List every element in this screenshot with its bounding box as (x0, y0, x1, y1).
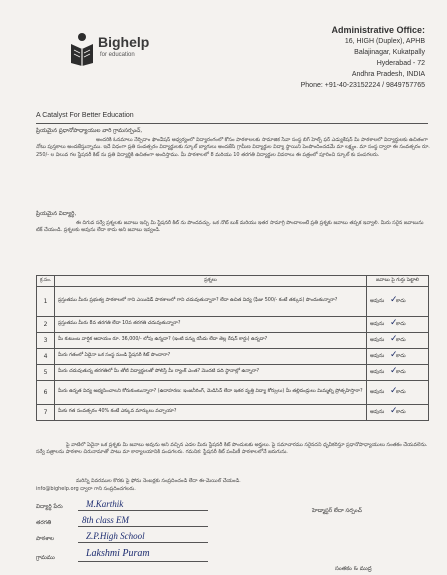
yes-option[interactable]: అవును (370, 321, 385, 327)
village-label: గ్రామము (36, 555, 55, 561)
headmaster-signature-label: హెడ్మాస్టర్ లేదా సర్పంచ్ (312, 508, 362, 514)
row-number: 6 (37, 381, 55, 405)
office-line: Balajinagar, Kukatpally (354, 49, 425, 56)
eligibility-paragraph: పై వాటిలో ఏదైనా ఒక ప్రశ్నకు మీ జవాబు అవును అని వచ్చిన ఎడల మీరు స్టేషనరీ కిట్ పొందుటకు అర్హులు. పై సమాచారము సరైనదని ధృవీకరిస్తూ ప్రధానోపాధ్యాయులు సంతకం చేయవలెను. సర్వే పత్రాలను పాఠశాల చిరునామాతో పాటు మా కార్యాలయానికి పంపగలరు. గమనిక: స్టేషనరీ కిట్ పంపిణీ పాఠశాలలోనే జరుగును. (36, 442, 428, 456)
no-label: కాదు (396, 353, 406, 359)
table-row (37, 349, 429, 365)
contact-paragraph: మరిన్ని వివరముల కొరకు పై ఫోను నెంబర్లకు సంప్రదించండి లేదా ఈ-మెయిల్ చేయండి. (76, 478, 241, 484)
instruction-paragraph: ఈ దిగువ సర్వే ప్రశ్నలకు జవాబు ఇచ్చి మీ స్టేషనరీ కిట్ ను పొందవచ్చు. ఒక నోట్ బుక్ మరియు ఇతర సామాగ్రి పొందాలంటే ప్రతి ప్రశ్నకు జవాబు తప్పక ఇవ్వాలి. మీరు సరైన జవాబును టిక్ చేయండి. ప్రశ్నలకు అవును లేదా కాదు అని జవాబు ఇవ్వండి. (36, 220, 424, 234)
student-name-value[interactable]: M.Karthik (86, 499, 124, 509)
check-mark-icon: ✓ (390, 350, 398, 360)
brand-subtitle: for education (100, 52, 135, 58)
class-line (78, 526, 208, 527)
answer-cell[interactable] (367, 349, 429, 365)
salutation-student: ప్రియమైన విద్యార్థి, (36, 211, 77, 217)
bighelp-logo-icon (70, 32, 94, 66)
student-name-label: విద్యార్థి పేరు (36, 504, 63, 510)
table-row (37, 365, 429, 381)
no-label: కాదు (396, 369, 406, 375)
question-text: మీకు గత సంవత్సరం 40% కంటే ఎక్కువ మార్కులు వచ్చాయా? (55, 405, 367, 421)
no-option[interactable] (390, 366, 420, 376)
check-mark-icon: ✓ (390, 334, 398, 344)
yes-option[interactable]: అవును (370, 337, 385, 343)
col-answer: జవాబు పై గుర్తు పెట్టాలి (367, 276, 429, 287)
office-line: 16, HIGH (Duplex), APHB (344, 38, 425, 45)
no-label: కాదు (396, 337, 406, 343)
no-label: కాదు (396, 409, 406, 415)
yes-option[interactable]: అవును (370, 369, 385, 375)
row-number: 4 (37, 349, 55, 365)
survey-table (36, 275, 429, 421)
school-label: పాఠశాల (36, 536, 54, 542)
office-phone: Phone: +91-40-23152224 / 9849757765 (300, 82, 425, 89)
office-address (301, 24, 425, 91)
yes-option[interactable]: అవును (370, 389, 385, 395)
email-line: info@bighelp.org ద్వారా గాని సంప్రదించగలరు. (36, 486, 136, 492)
table-row (37, 287, 429, 317)
question-text: మీరు చదువుతున్న తరగతిలో మీ తోటి విద్యార్థులతో పోలిస్తే మీ ర్యాంక్ ఎంత? మొదటి పది స్థానాల్లో ఉన్నారా? (55, 365, 367, 381)
row-number: 3 (37, 333, 55, 349)
table-row (37, 317, 429, 333)
check-mark-icon: ✓ (390, 386, 398, 396)
table-row (37, 333, 429, 349)
row-number: 1 (37, 287, 55, 317)
yes-option[interactable]: అవును (370, 298, 385, 304)
class-value[interactable]: 8th class EM (82, 515, 129, 525)
salutation-headmaster: ప్రియమైన ప్రధానోపాధ్యాయుల వారి గ్రామసర్పంచ్, (36, 128, 143, 134)
brand-name: Bighelp (98, 34, 150, 50)
answer-cell[interactable] (367, 381, 429, 405)
col-serial: క్ర.సం. (37, 276, 55, 287)
question-text: మీ కుటుంబ వార్షిక ఆదాయం రూ. 36,000/- లోపు ఉన్నదా? (ఇంటి పన్ను రసీదు లేదా తెల్ల రేషన్ కార్డు) ఉన్నదా? (55, 333, 367, 349)
question-text: మీరు గతంలో ఏదైనా ఒక సంస్థ నుండి స్టేషనరీ కిట్ పొందారా? (55, 349, 367, 365)
yes-option[interactable]: అవును (370, 353, 385, 359)
table-row (37, 405, 429, 421)
question-text: ప్రస్తుతము మీరు ప్రభుత్వ పాఠశాలలో గాని ఎయిడెడ్ పాఠశాలలో గాని చదువుతున్నారా? లేదా ఉచిత విద్య (ఫీజు 500/- కంటే తక్కువ) పొందుతున్నారా? (55, 287, 367, 317)
yes-option[interactable]: అవును (370, 409, 385, 415)
seal-signature-label: సంతకం & ముద్ర (335, 566, 372, 572)
no-label: కాదు (396, 321, 406, 327)
answer-cell[interactable] (367, 405, 429, 421)
office-title: Administrative Office: (331, 25, 425, 35)
check-mark-icon: ✓ (390, 366, 398, 376)
answer-cell[interactable] (367, 287, 429, 317)
answer-cell[interactable] (367, 317, 429, 333)
no-option[interactable] (390, 386, 420, 396)
no-option[interactable] (390, 318, 420, 328)
check-mark-icon: ✓ (390, 318, 398, 328)
village-line (78, 561, 208, 562)
no-label: కాదు (396, 298, 406, 304)
question-text: మీరు ఉన్నత విద్య అభ్యసించాలని కోరుకుంటున్నారా? (ఉదాహరణ: ఇంజనీరింగ్, మెడిసిన్ లేదా ఇతర వృత్తి విద్యా కోర్సులు) మీ తల్లిదండ్రులు మిమ్మల్ని ప్రోత్సహిస్తారా? (55, 381, 367, 405)
tagline: A Catalyst For Better Education (36, 112, 134, 119)
col-question: ప్రశ్నలు (55, 276, 367, 287)
check-mark-icon: ✓ (390, 406, 398, 416)
office-line: Hyderabad - 72 (376, 60, 425, 67)
office-line: Andhra Pradesh, INDIA (351, 71, 425, 78)
village-value[interactable]: Lakshmi Puram (86, 548, 150, 559)
table-header-row (37, 276, 429, 287)
row-number: 2 (37, 317, 55, 333)
no-option[interactable] (390, 334, 420, 344)
row-number: 7 (37, 405, 55, 421)
student-name-line (78, 510, 208, 511)
school-line (78, 542, 208, 543)
check-mark-icon: ✓ (390, 295, 398, 305)
table-row (37, 381, 429, 405)
answer-cell[interactable] (367, 365, 429, 381)
answer-cell[interactable] (367, 333, 429, 349)
no-option[interactable] (390, 350, 420, 360)
class-label: తరగతి (36, 520, 52, 526)
no-label: కాదు (396, 389, 406, 395)
question-text: ప్రస్తుతము మీరు 8వ తరగతి లేదా 10వ తరగతి చదువుతున్నారా? (55, 317, 367, 333)
header-divider (36, 123, 428, 124)
intro-paragraph: అందరికీ ఓనమాలు నేర్పిదాం ఫౌండేషన్ ఆధ్వర్యంలో విద్యారంగంలో కోసం పాఠశాలలకు సామాజిక సేవా సంస్థ బిగ్ హెల్ప్ ఫర్ ఎడ్యుకేషన్ మీ పాఠశాలలో విద్యార్థులకు ఉచితంగా నోటు పుస్తకాలు అందజేస్తున్నాము. ఇదే విధంగా ప్రతి సంవత్సరం విద్యార్థులకు స్కూల్ బ్యాగులు అందజేసి గ్రామీణ విద్యార్థుల విద్యా స్థాయిని పెంపొందించడమే మా లక్ష్యం. మా సంస్థ ద్వారా ఈ సంవత్సరం రూ. 250/- ల విలువ గల స్టేషనరీ కిట్ ను ప్రతి విద్యార్థికి ఉచితంగా అందిస్తాము. మీ పాఠశాలలో 8 మరియు 10 తరగతి విద్యార్థుల వివరాలు ఈ పత్రంలో పూరించి స్కూల్ కు పంపగలరు. (36, 137, 430, 158)
no-option[interactable] (390, 406, 420, 416)
school-value[interactable]: Z.P.High School (86, 531, 145, 541)
row-number: 5 (37, 365, 55, 381)
no-option[interactable] (390, 295, 420, 305)
